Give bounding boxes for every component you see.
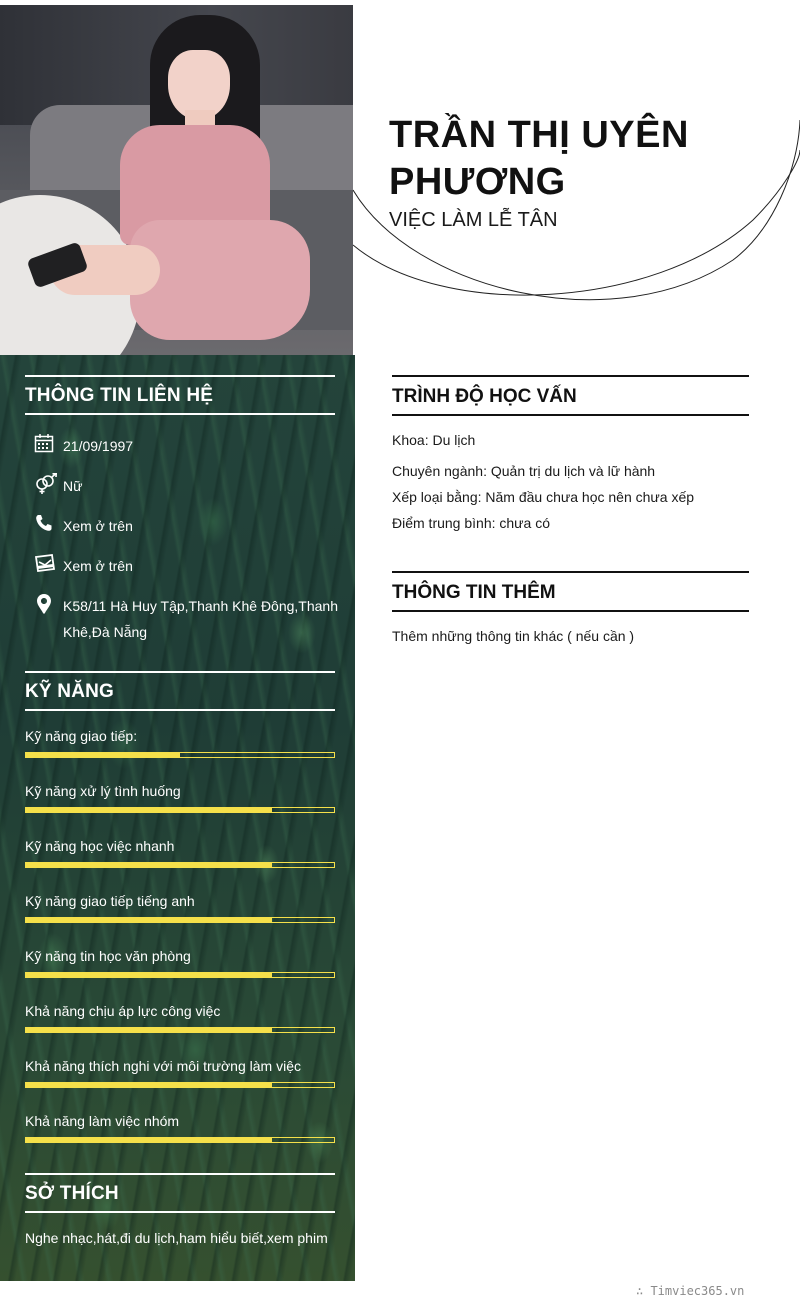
- skill-bar: [25, 1082, 335, 1088]
- extra-text: Thêm những thông tin khác ( nếu cần ): [392, 628, 635, 644]
- education-gpa: Điểm trung bình: chưa có: [392, 515, 551, 531]
- calendar-icon: [34, 433, 56, 457]
- skill-bar-fill: [26, 1028, 272, 1032]
- skills-title: KỸ NĂNG: [25, 681, 115, 702]
- skill-bar-fill: [26, 973, 272, 977]
- extra-section: [392, 571, 749, 612]
- skill-label: Khả năng thích nghi với môi trường làm việc: [25, 1058, 301, 1074]
- skill-bar-fill: [26, 808, 272, 812]
- watermark: ∴ Timviec365.vn: [636, 1284, 745, 1298]
- skill-label: Kỹ năng tin học văn phòng: [25, 948, 191, 964]
- skill-label: Khả năng chịu áp lực công việc: [25, 1003, 221, 1019]
- skill-bar: [25, 917, 335, 923]
- phone-value: Xem ở trên: [63, 518, 133, 534]
- extra-title: THÔNG TIN THÊM: [392, 582, 556, 603]
- gender-value: Nữ: [63, 478, 83, 494]
- email-value: Xem ở trên: [63, 558, 133, 574]
- skill-bar-fill: [26, 1083, 272, 1087]
- gender-icon: [34, 473, 56, 497]
- profile-photo: [0, 5, 353, 355]
- skill-label: Kỹ năng xử lý tình huống: [25, 783, 181, 799]
- skill-bar-fill: [26, 918, 272, 922]
- skill-item: [25, 783, 335, 813]
- education-title: TRÌNH ĐỘ HỌC VẤN: [392, 386, 577, 407]
- skill-bar-fill: [26, 863, 272, 867]
- address-value: K58/11 Hà Huy Tập,Thanh Khê Đông,Thanh Khê,Đà Nẵng: [63, 598, 338, 640]
- skill-bar-fill: [26, 753, 180, 757]
- skill-item: [25, 948, 335, 978]
- job-title: VIỆC LÀM LỄ TÂN: [389, 209, 558, 231]
- skill-bar: [25, 752, 335, 758]
- skill-bar-fill: [26, 1138, 272, 1142]
- hobbies-text: Nghe nhạc,hát,đi du lịch,ham hiểu biết,xem phim: [25, 1230, 328, 1246]
- skills-section: [25, 671, 335, 711]
- phone-icon: [34, 513, 56, 537]
- hobbies-title: SỞ THÍCH: [25, 1183, 119, 1204]
- hobbies-section: [25, 1173, 335, 1213]
- skill-label: Kỹ năng giao tiếp tiếng anh: [25, 893, 195, 909]
- location-pin-icon: [34, 593, 56, 617]
- skill-bar: [25, 1137, 335, 1143]
- skill-bar: [25, 807, 335, 813]
- skill-item: [25, 1058, 335, 1088]
- skill-item: [25, 728, 335, 758]
- email-icon: [34, 553, 56, 577]
- education-degree: Xếp loại bằng: Năm đầu chưa học nên chưa xếp: [392, 489, 695, 505]
- skill-label: Kỹ năng học việc nhanh: [25, 838, 175, 854]
- birthday-value: 21/09/1997: [63, 438, 134, 454]
- candidate-name: TRẦN THỊ UYÊN PHƯƠNG: [389, 114, 689, 203]
- skill-label: Kỹ năng giao tiếp:: [25, 728, 138, 744]
- education-major: Chuyên ngành: Quản trị du lịch và lữ hành: [392, 463, 656, 479]
- skill-bar: [25, 972, 335, 978]
- skill-item: [25, 1003, 335, 1033]
- skill-bar: [25, 1027, 335, 1033]
- education-faculty: Khoa: Du lịch: [392, 432, 476, 448]
- contact-title: THÔNG TIN LIÊN HỆ: [25, 385, 214, 406]
- skill-bar: [25, 862, 335, 868]
- skill-item: [25, 893, 335, 923]
- skill-item: [25, 1113, 335, 1143]
- skill-item: [25, 838, 335, 868]
- education-section: [392, 375, 749, 416]
- contact-section: [25, 375, 335, 415]
- skill-label: Khả năng làm việc nhóm: [25, 1113, 180, 1129]
